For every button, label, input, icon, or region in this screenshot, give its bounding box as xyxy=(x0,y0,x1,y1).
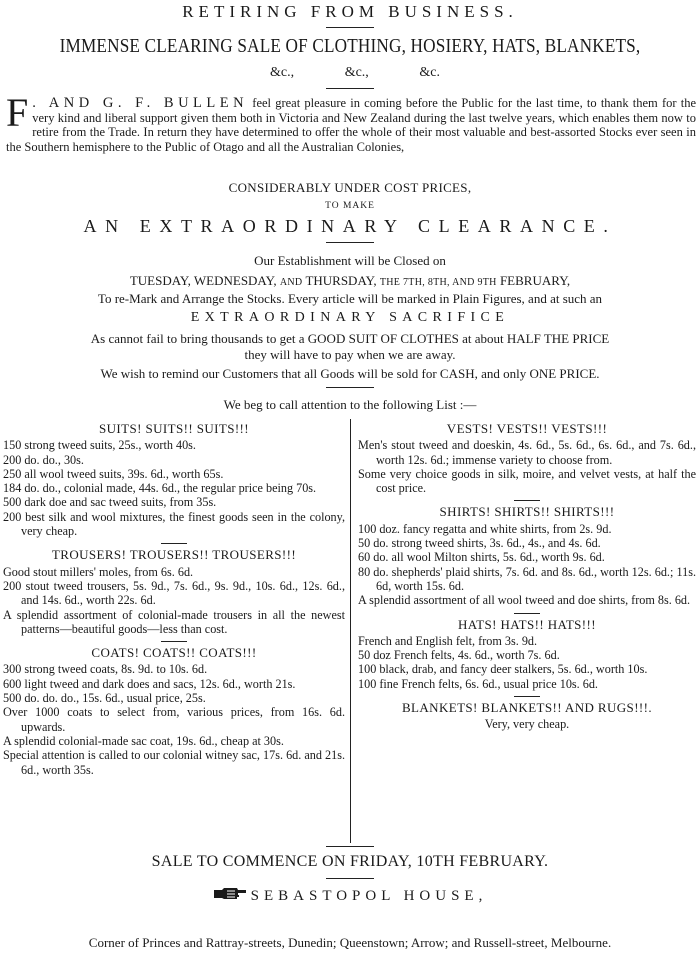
half-price-line-1: As cannot fail to bring thousands to get a GOOD SUIT OF CLOTHES at about HALF THE PRICE xyxy=(90,331,610,346)
list-item: 50 do. strong tweed shirts, 3s. 6d., 4s., and 4s. 6d. xyxy=(358,536,601,551)
divider xyxy=(326,878,374,879)
hats-heading: HATS! HATS!! HATS!!! xyxy=(458,616,596,632)
etc-2: &c., xyxy=(344,65,369,80)
list-item: 300 strong tweed coats, 8s. 9d. to 10s. 6d. xyxy=(3,662,208,677)
divider xyxy=(514,500,540,501)
firm-name: . AND G. F. BULLEN xyxy=(32,95,249,111)
coats-list xyxy=(3,662,345,776)
vests-list xyxy=(358,438,696,495)
etc-3: &c. xyxy=(419,65,440,80)
list-item: A splendid assortment of colonial-made trousers in all the newest patterns—beautiful goods—less than cost. xyxy=(3,607,345,636)
headline: IMMENSE CLEARING SALE OF CLOTHING, HOSIERY, HATS, BLANKETS, xyxy=(59,35,641,57)
half-price-text xyxy=(0,331,700,363)
half-price-line-2: they will have to pay when we are away. xyxy=(244,347,456,362)
intro-paragraph xyxy=(6,90,697,154)
list-item: 100 doz. fancy regatta and white shirts, from 2s. 9d. xyxy=(358,521,612,536)
house-name: SEBASTOPOL HOUSE, xyxy=(250,888,488,904)
blankets-heading: BLANKETS! BLANKETS!! AND RUGS!!!. xyxy=(401,700,653,716)
divider xyxy=(514,613,540,614)
column-divider xyxy=(350,419,351,843)
address-line: Corner of Princes and Rattray-streets, Dunedin; Queenstown; Arrow; and Russell-street, Melbourne. xyxy=(88,935,612,950)
days-month: FEBRUARY, xyxy=(499,273,571,288)
divider xyxy=(161,641,187,642)
house-heading xyxy=(0,887,700,905)
list-item: 200 do. do., 30s. xyxy=(3,452,84,467)
divider xyxy=(161,543,187,544)
cost-prices-line: CONSIDERABLY UNDER COST PRICES, xyxy=(228,180,472,195)
list-item: 500 dark doe and sac tweed suits, from 35s. xyxy=(3,495,217,510)
list-item: 60 do. all wool Milton shirts, 5s. 6d., worth 9s. 6d. xyxy=(358,550,605,565)
days-and: AND xyxy=(279,277,303,288)
suits-heading: SUITS! SUITS!! SUITS!!! xyxy=(98,421,250,436)
shirts-heading: SHIRTS! SHIRTS!! SHIRTS!!! xyxy=(439,504,615,520)
days-dates: THE 7TH, 8TH, AND 9TH xyxy=(379,277,497,288)
intro-text: feel great pleasure in coming before the Public for the last time, to thank them for the very kind and liberal support given them both in Victoria and New Zealand during the last twelve years, which enables them now to retire from the Trade. In return they have determined to offer the whole of their most valuable and best-assorted Stocks ever seen in the Southern hemisphere to the Public of Otago and all the Australian Colonies, xyxy=(6,96,697,154)
list-item: Some very choice goods in silk, moire, and velvet vests, at half the cost price. xyxy=(358,466,696,496)
list-item: 100 fine French felts, 6s. 6d., usual price 10s. 6d. xyxy=(358,676,598,691)
etc-row xyxy=(270,65,440,81)
list-item: 250 all wool tweed suits, 39s. 6d., worth 65s. xyxy=(3,466,224,481)
list-item: A splendid assortment of all wool tweed and doe shirts, from 8s. 6d. xyxy=(358,593,691,608)
list-item: 200 stout tweed trousers, 5s. 9d., 7s. 6d., 9s. 9d., 10s. 6d., 12s. 6d., and 14s. 6d., worth 22s. 6d. xyxy=(3,578,345,608)
list-item: 100 black, drab, and fancy deer stalkers, 5s. 6d., worth 10s. xyxy=(358,662,648,677)
divider xyxy=(326,387,374,388)
list-item: 600 light tweed and dark does and sacs, 12s. 6d., worth 21s. xyxy=(3,676,296,691)
days-thursday: THURSDAY, xyxy=(305,273,377,288)
list-item: 500 do. do. do., 15s. 6d., usual price, 25s. xyxy=(3,691,206,706)
vests-heading: VESTS! VESTS!! VESTS!!! xyxy=(446,421,608,436)
list-item: Over 1000 coats to select from, various prices, from 16s. 6d. upwards. xyxy=(3,705,345,734)
list-item: 80 do. shepherds' plaid shirts, 7s. 6d. and 8s. 6d., worth 12s. 6d.; 11s. 6d, worth 15s. 6d. xyxy=(358,564,696,593)
divider xyxy=(326,242,374,243)
list-item: 200 best silk and wool mixtures, the finest goods seen in the colony, very cheap. xyxy=(3,509,345,539)
divider xyxy=(326,846,374,847)
days-main: TUESDAY, WEDNESDAY, xyxy=(129,273,277,288)
trousers-list xyxy=(3,565,345,636)
etc-1: &c., xyxy=(270,65,295,80)
divider xyxy=(326,88,374,89)
to-make-line: TO MAKE xyxy=(325,201,375,211)
hats-list xyxy=(358,634,696,691)
list-item: 50 doz French felts, 4s. 6d., worth 7s. 6d. xyxy=(358,648,560,663)
left-column xyxy=(3,421,345,777)
blankets-note: Very, very cheap. xyxy=(484,717,570,732)
pointing-hand-icon xyxy=(213,887,247,901)
right-column xyxy=(358,421,696,732)
sacrifice-heading: EXTRAORDINARY SACRIFICE xyxy=(190,310,510,325)
clearance-heading: AN EXTRAORDINARY CLEARANCE. xyxy=(83,216,617,236)
attention-line: We beg to call attention to the following List :— xyxy=(223,397,477,412)
drop-cap: F xyxy=(6,90,29,135)
list-item: A splendid colonial-made sac coat, 19s. 6d., cheap at 30s. xyxy=(3,733,284,748)
list-item: Special attention is called to our colonial witney sac, 17s. 6d. and 21s. 6d., worth 35s. xyxy=(3,748,345,777)
list-item: 150 strong tweed suits, 25s., worth 40s. xyxy=(3,438,196,453)
closed-line: Our Establishment will be Closed on xyxy=(254,253,446,268)
cash-reminder: We wish to remind our Customers that all Goods will be sold for CASH, and only ONE PRICE. xyxy=(100,366,600,381)
sale-start-heading: SALE TO COMMENCE ON FRIDAY, 10TH FEBRUARY. xyxy=(151,853,549,870)
trousers-heading: TROUSERS! TROUSERS!! TROUSERS!!! xyxy=(51,547,297,563)
list-item: 184 do. do., colonial made, 44s. 6d., the regular price being 70s. xyxy=(3,481,317,496)
shirts-list xyxy=(358,522,696,608)
list-item: Good stout millers' moles, from 6s. 6d. xyxy=(3,564,194,579)
coats-heading: COATS! COATS!! COATS!!! xyxy=(91,645,257,661)
remark-line: To re-Mark and Arrange the Stocks. Every article will be marked in Plain Figures, and at such an xyxy=(97,291,603,306)
closed-days xyxy=(0,273,700,289)
suits-list xyxy=(3,438,345,538)
list-item: French and English felt, from 3s. 9d. xyxy=(358,633,538,648)
divider xyxy=(514,696,540,697)
list-item: Men's stout tweed and doeskin, 4s. 6d., 5s. 6d., 6s. 6d., and 7s. 6d., worth 12s. 6d.; immense variety to choose from. xyxy=(358,438,696,467)
divider xyxy=(326,27,374,28)
retiring-heading: RETIRING FROM BUSINESS. xyxy=(182,2,518,21)
